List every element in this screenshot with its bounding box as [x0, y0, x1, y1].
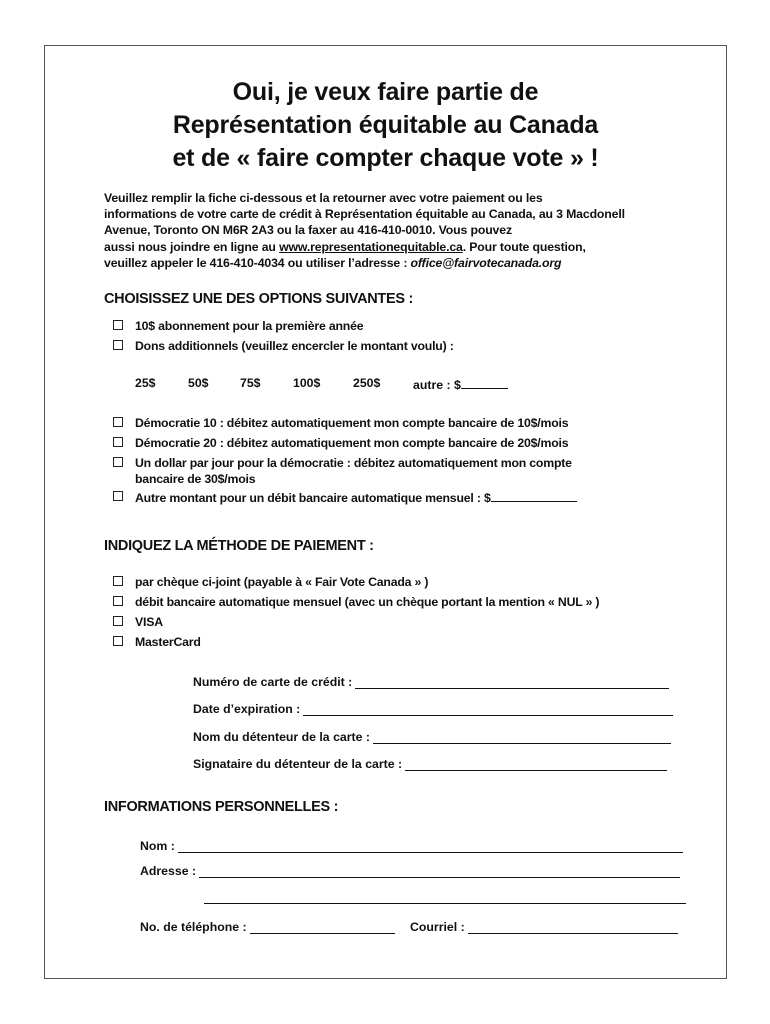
- payment-heading: INDIQUEZ LA MÉTHODE DE PAIEMENT :: [104, 538, 374, 554]
- amount-75[interactable]: 75$: [240, 376, 261, 390]
- visa-checkbox[interactable]: [113, 616, 123, 626]
- holder-name-label: Nom du détenteur de la carte :: [193, 730, 370, 744]
- address-field-line-2[interactable]: [204, 903, 686, 904]
- other-amount-checkbox[interactable]: [113, 491, 123, 501]
- intro-line-1: Veuillez remplir la fiche ci-dessous et la retourner avec votre paiement ou les: [104, 191, 543, 205]
- holder-signature-row: [193, 757, 667, 771]
- democratie-20-label: Démocratie 20 : débitez automatiquement mon compte bancaire de 20$/mois: [135, 436, 569, 450]
- cheque-label: par chèque ci-joint (payable à « Fair Vote Canada » ): [135, 575, 429, 589]
- phone-row: [140, 920, 395, 934]
- amount-other-label: autre : $: [413, 378, 461, 392]
- mastercard-checkbox[interactable]: [113, 636, 123, 646]
- intro-line-2: informations de votre carte de crédit à Représentation équitable au Canada, au 3 Macdonell: [104, 207, 625, 222]
- phone-label: No. de téléphone :: [140, 920, 247, 934]
- holder-name-row: [193, 730, 671, 744]
- amount-other-blank[interactable]: [461, 376, 508, 389]
- form-title-line-3: et de « faire compter chaque vote » !: [172, 144, 599, 172]
- email-row: [410, 920, 678, 934]
- cheque-checkbox[interactable]: [113, 576, 123, 586]
- dollar-per-day-label-1: Un dollar par jour pour la démocratie : débitez automatiquement mon compte: [135, 456, 572, 470]
- amount-25[interactable]: 25$: [135, 376, 156, 390]
- other-amount-label: [135, 489, 577, 506]
- democratie-10-checkbox[interactable]: [113, 417, 123, 427]
- holder-signature-field[interactable]: [405, 757, 667, 771]
- card-number-field[interactable]: [355, 675, 669, 689]
- contact-email[interactable]: office@fairvotecanada.org: [410, 255, 562, 270]
- amount-other[interactable]: [413, 376, 508, 392]
- address-label: Adresse :: [140, 864, 197, 878]
- card-number-label: Numéro de carte de crédit :: [193, 675, 353, 689]
- other-amount-text: Autre montant pour un débit bancaire automatique mensuel : $: [135, 491, 491, 505]
- form-title-line-1: Oui, je veux faire partie de: [232, 78, 539, 106]
- other-amount-blank[interactable]: [491, 489, 577, 502]
- amount-50[interactable]: 50$: [188, 376, 209, 390]
- email-label: Courriel :: [410, 920, 465, 934]
- name-label: Nom :: [140, 839, 175, 853]
- donations-label: Dons additionnels (veuillez encercler le montant voulu) :: [135, 339, 454, 353]
- expiration-row: [193, 702, 673, 716]
- membership-label: 10$ abonnement pour la première année: [135, 319, 364, 333]
- form-title-line-2: Représentation équitable au Canada: [172, 111, 599, 139]
- intro-line-5-text: veuillez appeler le 416-410-4034 ou utiliser l’adresse :: [104, 255, 411, 270]
- address-row: [140, 864, 680, 878]
- intro-paragraph: [104, 190, 724, 271]
- intro-line-3: Avenue, Toronto ON M6R 2A3 ou la faxer au 416-410-0010. Vous pouvez: [104, 223, 512, 238]
- name-field[interactable]: [178, 839, 683, 853]
- visa-label: VISA: [135, 615, 163, 629]
- expiration-field[interactable]: [303, 702, 673, 716]
- dollar-per-day-checkbox[interactable]: [113, 457, 123, 467]
- intro-line-5: [104, 255, 724, 271]
- name-row: [140, 839, 683, 853]
- address-field[interactable]: [199, 864, 680, 878]
- options-heading: CHOISISSEZ UNE DES OPTIONS SUIVANTES :: [104, 291, 413, 307]
- holder-name-field[interactable]: [373, 730, 671, 744]
- holder-signature-label: Signataire du détenteur de la carte :: [193, 757, 403, 771]
- dollar-per-day-label-2: bancaire de 30$/mois: [135, 472, 256, 486]
- intro-line-4-suffix: . Pour toute question,: [462, 239, 586, 254]
- debit-checkbox[interactable]: [113, 596, 123, 606]
- membership-checkbox[interactable]: [113, 320, 123, 330]
- mastercard-label: MasterCard: [135, 635, 201, 649]
- email-field[interactable]: [468, 920, 678, 934]
- intro-line-4-text: aussi nous joindre en ligne au: [104, 239, 280, 254]
- donations-checkbox[interactable]: [113, 340, 123, 350]
- intro-line-4: [104, 239, 724, 255]
- democratie-20-checkbox[interactable]: [113, 437, 123, 447]
- amount-250[interactable]: 250$: [353, 376, 381, 390]
- phone-field[interactable]: [250, 920, 395, 934]
- expiration-label: Date d’expiration :: [193, 702, 301, 716]
- card-number-row: [193, 675, 669, 689]
- democratie-10-label: Démocratie 10 : débitez automatiquement mon compte bancaire de 10$/mois: [135, 416, 569, 430]
- amount-100[interactable]: 100$: [293, 376, 321, 390]
- debit-label: débit bancaire automatique mensuel (avec un chèque portant la mention « NUL » ): [135, 595, 600, 609]
- personal-heading: INFORMATIONS PERSONNELLES :: [104, 799, 339, 815]
- website-link[interactable]: www.representationequitable.ca: [279, 239, 463, 254]
